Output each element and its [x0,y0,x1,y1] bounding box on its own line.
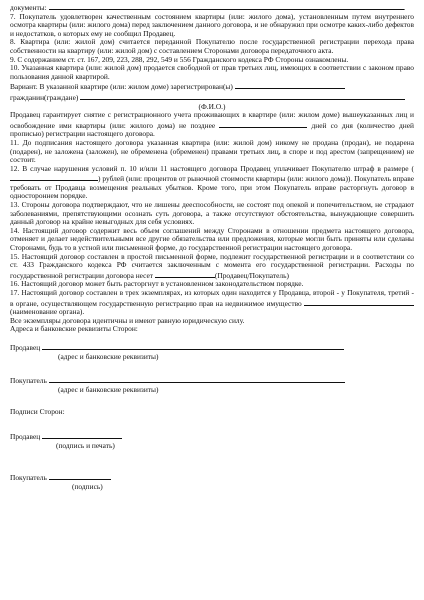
blank-line [155,270,215,278]
blank-line [42,342,344,350]
seller-signature-row: Продавец [10,431,414,442]
buyer-signature-caption: (подпись) [72,481,103,491]
clause-17: 17. Настоящий договор составлен в трех экземплярах, из которых один находится у Продавца, второй - у Покупателя, третий - в органе, осуществляющем государственную регистрацию прав на недвижимое имущество (наименование органа). [10,288,414,317]
signatures-heading: Подписи Сторон: [10,407,65,417]
citizen-line: гражданин(граждане) [10,92,414,103]
copies-note: Все экземпляры договора идентичны и имеют равную юридическую силу. [10,315,245,325]
variant-line: Вариант. В указанной квартире (или: жилом доме) зарегистрирован(ы) [10,81,414,92]
documents-label: документы: [10,3,47,12]
seller-address-row: Продавец [10,342,414,353]
buyer-address-row: Покупатель [10,375,414,386]
blank-line [80,92,405,100]
blank-line [235,81,345,89]
clause-10: 10. Указанная квартира (или: жилой дом) продается свободной от прав третьих лиц, имеющих в соответствии с законом право пользования данной квартирой. [10,63,414,81]
seller-guarantee: Продавец гарантирует снятие с регистрационного учета проживающих в квартире (или: жилом доме) вышеуказанных лиц и освобождение ими квартиры (или: жилого дома) не позднее дней со дня (количество дней прописью) регистрации настоящего договора. [10,110,414,139]
top-line: документы: . [10,3,406,12]
seller-signature-caption: (подпись и печать) [56,440,115,450]
blank-line [304,298,414,306]
clause-8: 8. Квартира (или: жилой дом) считается переданной Покупателю после государственной регистрации перехода права собственности на квартиру (или: жилой дом) с составлением Сторонами договора передаточного акта. [10,37,414,55]
blank-line [49,2,404,10]
clause-13: 13. Стороны договора подтверждают, что не лишены дееспособности, не состоят под опекой и попечительством, не страдают заболеваниями, препятствующими осознать суть договора, а также отсутствуют обстоятельства, вынуждающие совершить данный договор на крайне невыгодных для себя условиях. [10,200,414,227]
blank-line [49,472,111,480]
clause-12: 12. В случае нарушения условий п. 10 и/или 11 настоящего договора Продавец уплачивает Покупателю штраф в размере () рублей (или: процентов от рыночной стоимости квартиры (или: жилого дома)). Покупатель вправе требовать от Продавца возмещения реальных убытков. Кроме того, при этом Покупатель вправе расторгнуть договор в одностороннем порядке. [10,163,414,201]
blank-line [49,375,345,383]
seller-address-caption: (адрес и банковские реквизиты) [58,351,159,361]
addresses-heading: Адреса и банковские реквизиты Сторон: [10,324,138,334]
buyer-signature-row: Покупатель [10,472,414,483]
blank-line [219,120,307,128]
clause-14: 14. Настоящий договор содержит весь объем соглашений между Сторонами в отношении предмета настоящего договора, отменяет и делает недействительными все другие обязательства или предложения, которые могли быть приняты или сделаны Сторонами, будь то в устной или письменной форме, до государственной регистрации настоящего договора. [10,225,414,253]
fio-caption: (Ф.И.О.) [198,101,226,111]
clause-7: 7. Покупатель удовлетворен качественным состоянием квартиры (или: жилого дома), установленным путем внутреннего осмотра квартиры (или: жилого дома) перед заключением данного договора, и не обнаружил при осмотре каких-либо дефектов и недостатков, о которых ему не сообщил Продавец. [10,11,414,38]
clause-11: 11. До подписания настоящего договора указанная квартира (или: жилой дом) никому не продана (продан), не подарена (подарен), не заложена (заложен), не обременена (обременен) правами третьих лиц, в споре и под арестом (запрещением) не состоит. [10,137,414,165]
clause-9: 9. С содержанием ст. ст. 167, 209, 223, 288, 292, 549 и 556 Гражданского кодекса РФ Стороны ознакомлены. [10,54,349,64]
blank-line [10,173,98,181]
clause-15: 15. Настоящий договор составлен в простой письменной форме, подлежит государственной регистрации и в соответствии со ст. 433 Гражданского кодекса РФ считается заключенным с момента его государственной регистрации. Расходы по государственной регистрации договора несет (Продавец/Покупатель) [10,251,414,280]
blank-line [42,431,122,439]
buyer-address-caption: (адрес и банковские реквизиты) [58,384,159,394]
clause-16: 16. Настоящий договор может быть расторгнут в установленном законодательством порядке. [10,279,304,289]
